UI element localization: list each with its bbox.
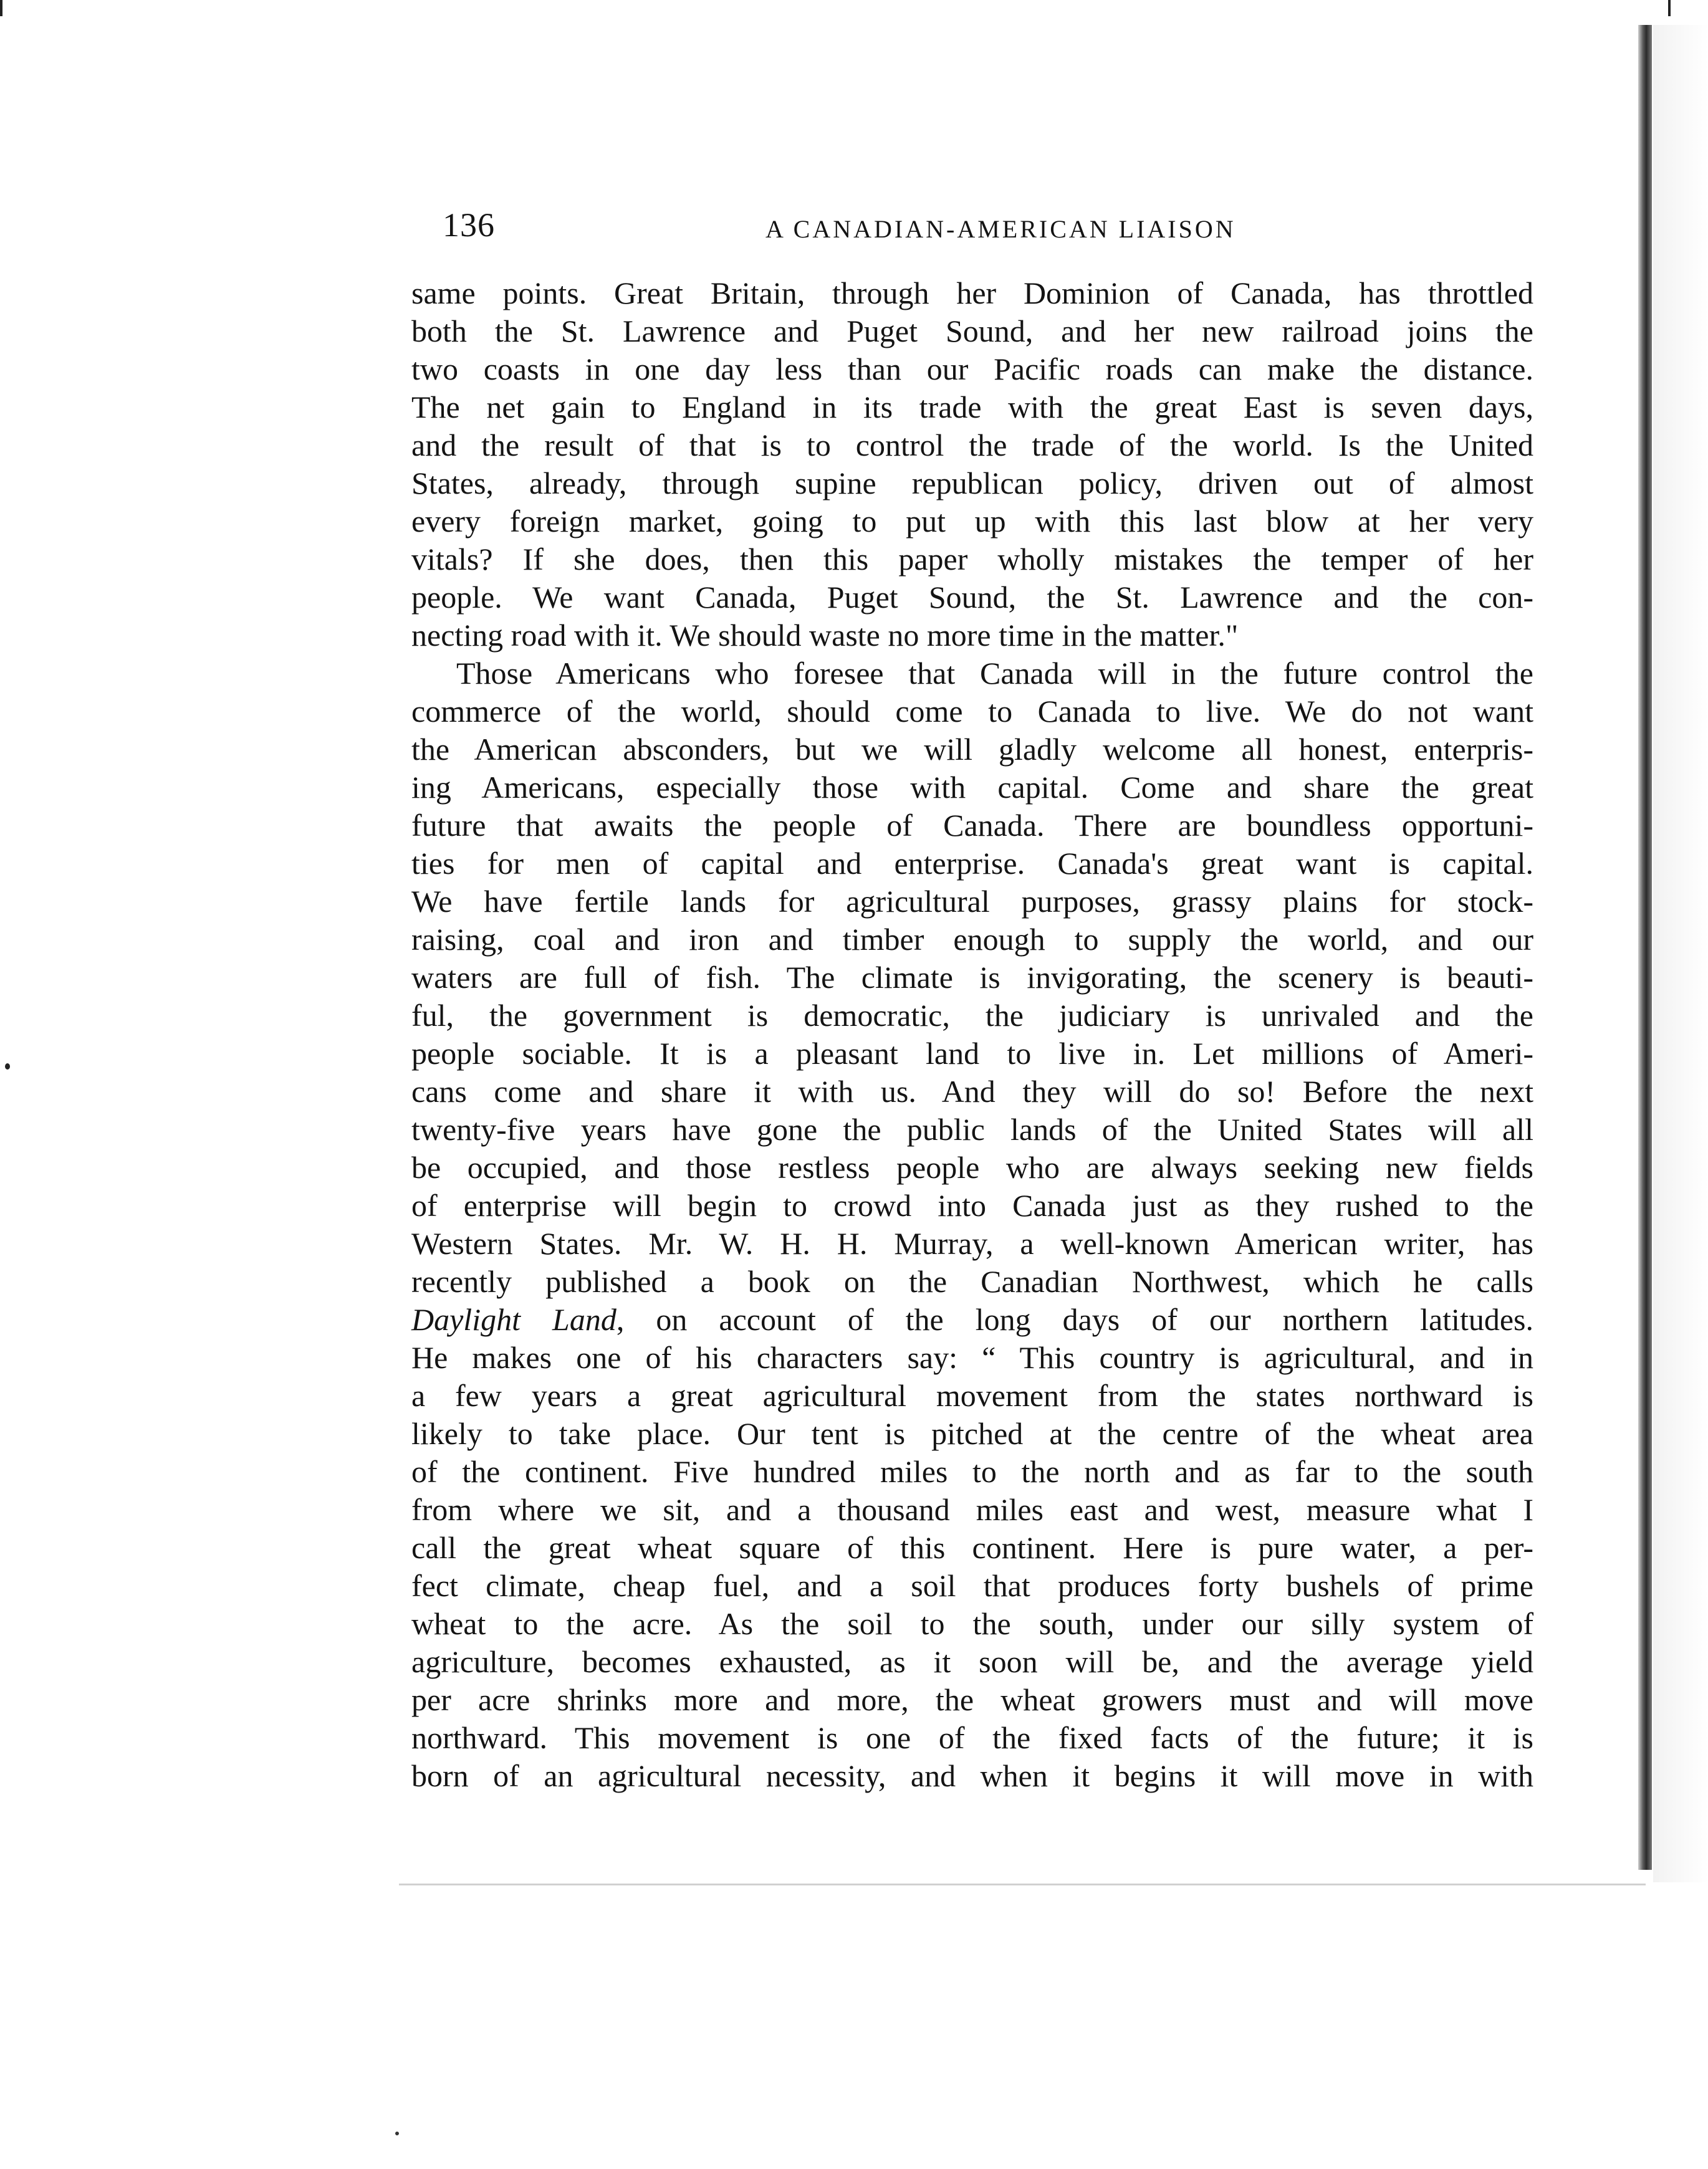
page-bottom-edge [399,1884,1646,1885]
text-line: waters are full of fish. The climate is invigorating, the scenery is beauti- [411,960,1533,995]
text-line: be occupied, and those restless people who are always seeking new fields [411,1150,1533,1185]
paragraph [411,654,1533,1795]
text-line: born of an agricultural necessity, and when it begins it will move in with [411,1758,1533,1793]
text-line: a few years a great agricultural movement from the states northward is [411,1378,1533,1413]
page-edge-shadow [1638,25,1652,1870]
text-line: every foreign market, going to put up with this last blow at her very [411,504,1533,539]
body-text [411,274,1533,1870]
text-line: He makes one of his characters say: “ This country is agricultural, and in [411,1340,1533,1375]
running-head-title: A CANADIAN-AMERICAN LIAISON [765,215,1236,243]
paragraph [411,274,1533,654]
text-line: of enterprise will begin to crowd into Canada just as they rushed to the [411,1188,1533,1223]
text-line: ties for men of capital and enterprise. Canada's great want is capital. [411,846,1533,881]
page-number: 136 [443,206,495,244]
text-line: Western States. Mr. W. H. H. Murray, a well-known American writer, has [411,1226,1533,1261]
text-line: ing Americans, especially those with capital. Come and share the great [411,770,1533,805]
text-line: vitals? If she does, then this paper wholly mistakes the temper of her [411,542,1533,577]
text-line: recently published a book on the Canadian Northwest, which he calls [411,1264,1533,1299]
text-line: same points. Great Britain, through her Dominion of Canada, has throttled [411,275,1533,310]
text-line: raising, coal and iron and timber enough to supply the world, and our [411,922,1533,957]
text-line: per acre shrinks more and more, the wheat growers must and will move [411,1682,1533,1717]
text-line: and the result of that is to control the trade of the world. Is the United [411,428,1533,462]
running-head [443,206,1253,249]
text-line: the American absconders, but we will gladly welcome all honest, enterpris- [411,732,1533,767]
text-line: people. We want Canada, Puget Sound, the St. Lawrence and the con- [411,580,1533,615]
scan-speck [5,1063,10,1070]
text-line: twenty-five years have gone the public lands of the United States will all [411,1112,1533,1147]
text-line: likely to take place. Our tent is pitched at the centre of the wheat area [411,1416,1533,1451]
text-line: future that awaits the people of Canada. There are boundless opportuni- [411,808,1533,843]
text-line: of the continent. Five hundred miles to the north and as far to the south [411,1454,1533,1489]
text-line: cans come and share it with us. And they will do so! Before the next [411,1074,1533,1109]
text-line: We have fertile lands for agricultural purposes, grassy plains for stock- [411,884,1533,919]
text-line: commerce of the world, should come to Canada to live. We do not want [411,694,1533,729]
text-line: ful, the government is democratic, the judiciary is unrivaled and the [411,998,1533,1033]
text-line: The net gain to England in its trade with the great East is seven days, [411,390,1533,424]
text-line: call the great wheat square of this continent. Here is pure water, a per- [411,1530,1533,1565]
scan-frame-top [0,0,1671,16]
text-line: necting road with it. We should waste no more time in the matter." [411,618,1239,653]
text-line: Daylight Land, on account of the long days of our northern latitudes. [411,1302,1533,1337]
text-line: States, already, through supine republican policy, driven out of almost [411,466,1533,500]
facing-page-margin [1653,25,1708,1882]
text-line: from where we sit, and a thousand miles east and west, measure what I [411,1492,1533,1527]
text-line: wheat to the acre. As the soil to the south, under our silly system of [411,1606,1533,1641]
text-line: people sociable. It is a pleasant land to live in. Let millions of Ameri- [411,1036,1533,1071]
text-line: northward. This movement is one of the fixed facts of the future; it is [411,1720,1533,1755]
text-line: two coasts in one day less than our Pacific roads can make the distance. [411,352,1533,386]
text-line: fect climate, cheap fuel, and a soil that produces forty bushels of prime [411,1568,1533,1603]
text-line: Those Americans who foresee that Canada will in the future control the [456,656,1533,691]
text-line: both the St. Lawrence and Puget Sound, and her new railroad joins the [411,314,1533,348]
text-line: agriculture, becomes exhausted, as it soon will be, and the average yield [411,1644,1533,1679]
scan-speck [395,2132,399,2135]
